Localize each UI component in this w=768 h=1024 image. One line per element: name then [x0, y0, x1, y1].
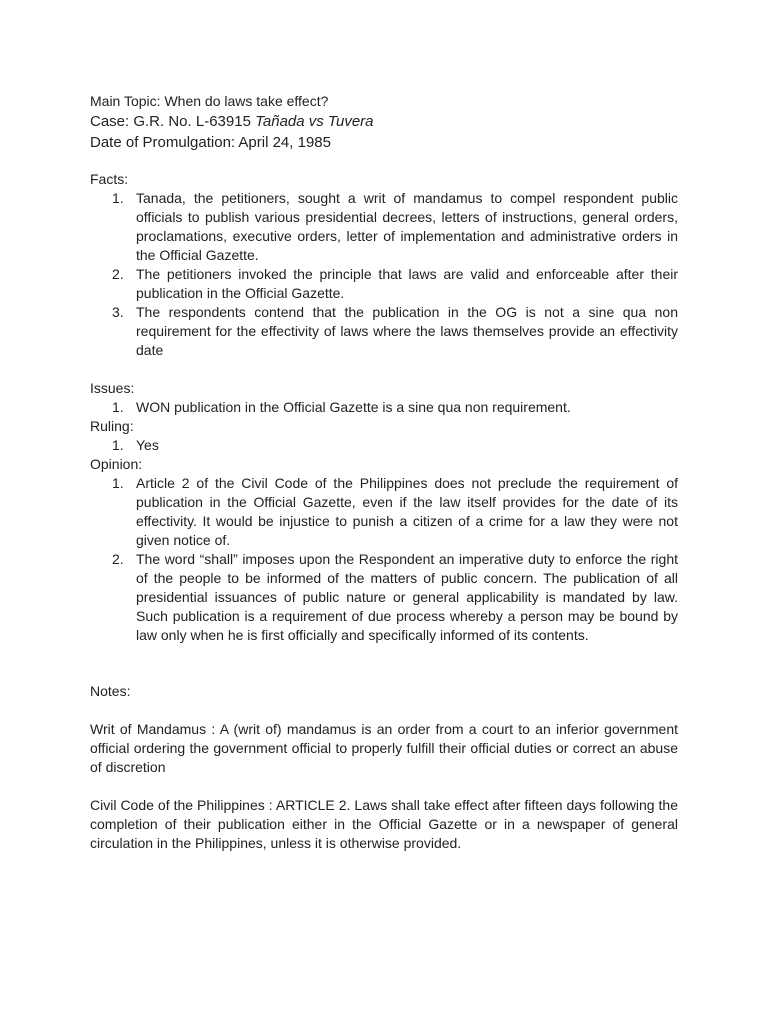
list-number: 2.: [112, 551, 124, 567]
list-text: Tanada, the petitioners, sought a writ of mandamus to compel respondent public officials to publish various presidential decrees, letters of instructions, general orders, proclamations, executive orders, letter of implementation and administrative orders in the Official Gazette.: [136, 190, 678, 263]
note-writ-of-mandamus: Writ of Mandamus : A (writ of) mandamus is an order from a court to an inferior government official ordering the government official to properly fulfill their official duties or correct an abuse of discretion: [90, 721, 678, 775]
list-item: [90, 550, 678, 645]
list-item: [90, 436, 678, 455]
list-item: [90, 303, 678, 360]
issues-label: Issues:: [90, 380, 135, 396]
list-text: WON publication in the Official Gazette is a sine qua non requirement.: [136, 399, 571, 415]
list-number: 3.: [112, 304, 124, 320]
list-number: 1.: [112, 437, 124, 453]
case-title: Tañada vs Tuvera: [255, 113, 374, 130]
list-number: 1.: [112, 399, 124, 415]
case-prefix: Case: G.R. No. L-63915: [90, 113, 256, 130]
list-item: [90, 474, 678, 550]
document-page: [90, 92, 678, 853]
ruling-label: Ruling:: [90, 418, 134, 434]
note-civil-code: Civil Code of the Philippines : ARTICLE 2. Laws shall take effect after fifteen days following the completion of their publication either in the Official Gazette or in a newspaper of general circulation in the Philippines, unless it is otherwise provided.: [90, 797, 678, 851]
list-text: Article 2 of the Civil Code of the Philippines does not preclude the requirement of publication in the Official Gazette, even if the law itself provides for the date of its effectivity. It would be injustice to punish a citizen of a crime for a law they were not given notice of.: [136, 475, 678, 548]
list-text: Yes: [136, 437, 159, 453]
list-item: [90, 189, 678, 265]
ruling-list: [90, 436, 678, 455]
list-text: The word “shall” imposes upon the Respondent an imperative duty to enforce the right of the people to be informed of the matters of public concern. The publication of all presidential issuances of public nature or general applicability is mandated by law. Such publication is a requirement of due process whereby a person may be bound by law only when he is first officially and specifically informed of its contents.: [136, 551, 678, 643]
main-topic: Main Topic: When do laws take effect?: [90, 93, 329, 109]
opinion-list: [90, 474, 678, 645]
notes-label: Notes:: [90, 683, 131, 699]
list-number: 2.: [112, 266, 124, 282]
list-item: [90, 398, 678, 417]
list-text: The petitioners invoked the principle that laws are valid and enforceable after their publication in the Official Gazette.: [136, 266, 678, 301]
facts-list: [90, 189, 678, 360]
opinion-label: Opinion:: [90, 456, 143, 472]
list-number: 1.: [112, 190, 124, 206]
facts-label: Facts:: [90, 171, 129, 187]
list-text: The respondents contend that the publication in the OG is not a sine qua non requirement for the effectivity of laws where the laws themselves provide an effectivity date: [136, 304, 678, 358]
list-number: 1.: [112, 475, 124, 491]
list-item: [90, 265, 678, 303]
case-line: [90, 111, 678, 132]
issues-list: [90, 398, 678, 417]
promulgation-date: Date of Promulgation: April 24, 1985: [90, 134, 331, 151]
